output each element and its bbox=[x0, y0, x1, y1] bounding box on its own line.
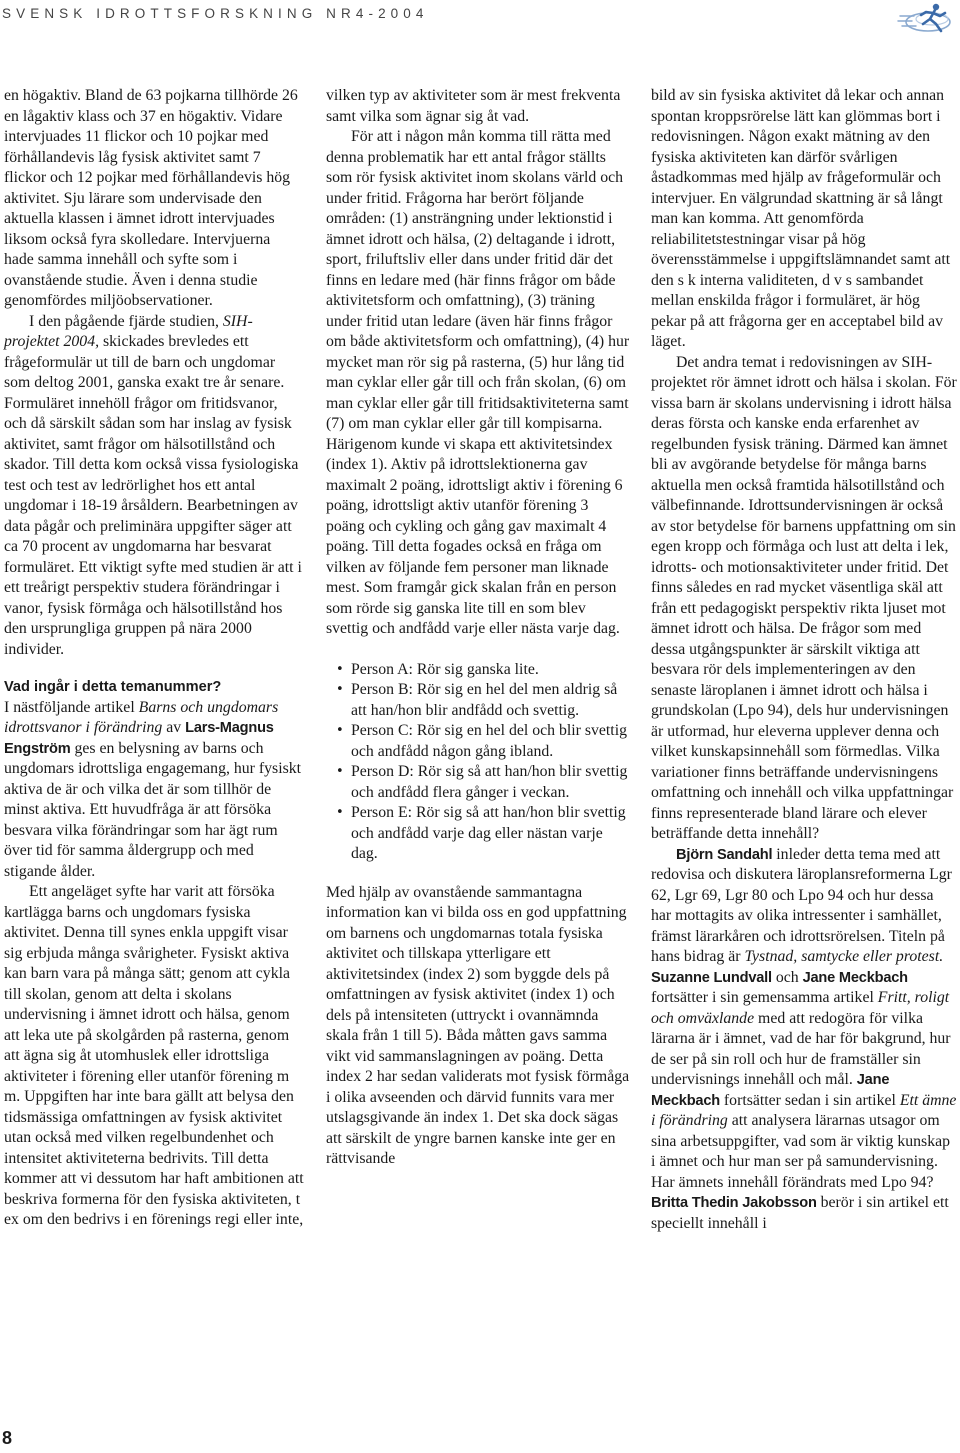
paragraph: Med hjälp av ovanstående sammantagna information kan vi bilda oss en god uppfattning om barnens och ungdomarnas totala fysiska aktivitet och tillskapa ytterligare ett aktivitetsindex (index 2) som byggde dels på omfattningen av fysisk aktivitet (index 1) och dels på intensiteten (uttryckt i ovannämnda skala från 1 till 5). Båda måtten gavs samma vikt vid sammanslagningen av poäng. Detta index 2 har sedan validerats mot fysisk förmåga i olika avseenden och därvid funnits vara mer utslagsgivande än index 1. Det ska dock sägas att särskilt de yngre barnen kanske inte ger en rättvisande bbox=[326, 883, 630, 1167]
author-name: Britta Thedin Jakobsson bbox=[651, 1195, 817, 1211]
journal-title: SVENSK IDROTTSFORSKNING NR4-2004 bbox=[2, 6, 429, 21]
running-header bbox=[0, 0, 960, 40]
column-1 bbox=[4, 86, 304, 1231]
article-title: Fritt, roligt och omväxlande bbox=[651, 989, 950, 1027]
section-heading: Vad ingår i detta temanummer? bbox=[4, 679, 222, 695]
author-name: Jane Meckbach bbox=[802, 969, 908, 986]
list-item: • Person B: Rör sig en hel del men aldrig så att han/hon blir andfådd och svettig. bbox=[326, 680, 630, 721]
paragraph: bild av sin fysiska aktivitet då lekar och annan spontan kroppsrörelse lätt kan glömmas bort i redovisningen. Någon exakt mätning av den fysiska aktiviteten kan därför svårligen åstadkommas med hjälp av frågeformulär och intervjuer. En välgrundad skattning är så långt man kan komma. Att genomförda reliabilitetstestningar visar på hög överensstämmelse i uppgiftslämnandet samt att den s k interna validiteten, d v s sambandet mellan enskilda frågor i formuläret, är hög pekar på att frågorna ger en acceptabel bild av läget. bbox=[651, 87, 951, 350]
runner-icon bbox=[896, 2, 954, 36]
paragraph: vilken typ av aktiviteter som är mest frekventa samt vilka som ägnar sig åt vad. bbox=[326, 87, 621, 125]
article-title: Ett ämne i förändring bbox=[651, 1091, 957, 1129]
paragraph: Ett angeläget syfte har varit att försöka kartlägga barns och ungdomars fysiska aktivitet. Denna till synes enkla uppgift visar sig erbjuda många svårigheter. Fysiskt aktiva kan barn vara på många sätt; genom att cykla till skolan, genom att delta i skolans undervisning i ämnet idrott och hälsa, genom att leka ute på skolgården på rasterna, genom att ägna sig åt utomhuslek eller idrottsliga aktiviteter i förening eller utanför förening m m. Uppgiften har inte bara gällt att belysa den tidsmässiga omfattningen av fysisk aktivitet utan också med vilken regelbundenhet och intensitet aktiviteterna bedrivits. Till detta kommer att vi dessutom har haft ambitionen att beskriva formerna för den fysiska aktiviteten, t ex om den bedrivs i en förenings regi eller inte, bbox=[4, 883, 304, 1228]
author-name: Suzanne Lundvall bbox=[651, 969, 772, 986]
list-item: • Person A: Rör sig ganska lite. bbox=[326, 660, 630, 681]
paragraph: Björn Sandahl inleder detta tema med att redovisa och diskutera läroplansreformerna Lgr 62, Lgr 69, Lgr 80 och Lpo 94 och hur dessa har mottagits av olika intressenter i samhället, främst lärarkåren och idrottsrörelsen. Titeln på hans bidrag är Tystnad, samtycke eller protest. Suzanne Lundvall och Jane Meckbach fortsätter i sin gemensamma artikel Fritt, roligt och omväxlande med att redogöra för vilka lärarna är i ämnet, vad de har för bakgrund, hur de ser på sin roll och hur de framställer sin undervisnings innehåll och mål. Jane Meckbach fortsätter sedan i sin artikel Ett ämne i förändring att analysera lärarnas utsagor om sina arbetsuppgifter, vad som är viktig kunskap i ämnet och hur man ser på samundervisning. Har ämnets innehåll förändrats med Lpo 94? Britta Thedin Jakobsson berör i sin artikel ett speciellt innehåll i bbox=[651, 845, 957, 1232]
article-title: Barns och ungdomars idrottsvanor i förändring bbox=[4, 698, 279, 736]
person-list bbox=[326, 660, 630, 865]
paragraph: Det andra temat i redovisningen av SIH-projektet rör ämnet idrott och hälsa i skolan. För vissa barn är skolans undervisning i idrott hälsa deras första och kanske enda erfarenhet av regelbunden fysisk träning. Därmed kan ämnet bli av avgörande betydelse för många barns aktuella men också framtida hälsotillstånd och välbefinnande. Idrottsundervisningen är också av stor betydelse för barnens uppfattning om sin egen kropp och förmåga och lust att delta i lek, idrotts- och motionsaktiviteter under fritid. Det finns således en rad mycket väsentliga skäl att från ett pedagogiskt perspektiv rikta ljuset mot ämnet idrott och hälsa. De frågor som med dessa utgångspunkter är särskilt viktiga att besvara rör dels implementeringen av den senaste läroplanen i ämnet idrott och hälsa i grundskolan (Lpo 94), dels hur undervisningen är utformad, hur eleverna upplever denna och vilket kunskapsinnehåll som förmedlas. Vilka variationer finns beträffande undervisningens omfattning och innehåll och vilka uppfattningar finns representerade bland lärare och elever beträffande detta innehåll? bbox=[651, 353, 957, 842]
article-title: Tystnad, samtycke eller protest. bbox=[744, 948, 944, 965]
page-number: 8 bbox=[2, 1428, 13, 1448]
paragraph: en högaktiv. Bland de 63 pojkarna tillhörde 26 en lågaktiv klass och 37 en högaktiv. Vidare intervjuades 11 flickor och 10 pojkar med förhållandevis låg fysisk aktivitet samt 7 flickor och 12 pojkar med förhållandevis hög aktivitet. Sju lärare som undervisade den aktuella klassen i ämnet idrott intervjuades liksom också fyra skolledare. Intervjuerna hade samma innehåll och syfte som i ovanstående studie. Även i denna studie genomfördes miljöobservationer. bbox=[4, 87, 298, 309]
list-item: • Person E: Rör sig så att han/hon blir svettig och andfådd varje dag eller nästan varje dag. bbox=[326, 803, 630, 865]
list-item: • Person C: Rör sig en hel del och blir svettig och andfådd någon gång ibland. bbox=[326, 721, 630, 762]
author-name: Lars-Magnus Engström bbox=[4, 720, 274, 757]
author-name: Björn Sandahl bbox=[676, 846, 773, 863]
column-3 bbox=[651, 86, 957, 1234]
author-name: Jane Meckbach bbox=[651, 1072, 890, 1109]
paragraph: I den pågående fjärde studien, SIH-projektet 2004, skickades brevledes ett frågeformulär ut till de barn och ungdomar som deltog 2001, ganska exakt tre år senare. Formuläret innehöll frågor om fritidsvanor, och då särskilt sådan som har inslag av fysisk aktivitet, samt frågor om hälsotillstånd och skador. Till detta kom också vissa fysiologiska test och test av ledrörlighet hos ett antal ungdomar i 18-19 årsåldern. Bearbetningen av data pågår och preliminära uppgifter säger att ca 70 procent av ungdomarna har besvarat formuläret. Ett viktigt syfte med studien är att i ett treårigt perspektiv studera förändringar i vanor, fysisk förmåga och hälsotillstånd hos den ursprungliga gruppen på nära 2000 individer. bbox=[4, 312, 302, 658]
paragraph: För att i någon mån komma till rätta med denna problematik har ett antal frågor ställts som rör fysisk aktivitet inom skolans värld och under fritid. Frågorna har berört följande områden: (1) ansträngning under lektionstid i ämnet idrott och hälsa, (2) deltagande i idrott, sport, friluftsliv eller dans under fritid där det finns en ledare med (här finns frågor om både aktivitetsform och omfattning), (3) träning under fritid utan ledare (även här finns frågor om både aktivitetsform och omfattning), (4) hur mycket man rör sig på rasterna, (5) hur lång tid man cyklar eller går till och från skolan, (6) om man cyklar eller går till fritidsaktiviteterna samt (7) om man cyklar eller går till kompisarna. Härigenom kunde vi skapa ett aktivitetsindex (index 1). Aktiv på idrottslektionerna gav maximalt 2 poäng, idrottsligt aktiv i förening 6 poäng, idrottsligt aktiv utanför förening 3 poäng och cykling och gång gav maximalt 4 poäng. Till detta fogades också en fråga om vilken av följande fem personer man liknade mest. Som framgår gick skalan från en person som rörde sig ganska lite till en som blev svettig och andfådd varje eller nästa varje dag. bbox=[326, 128, 630, 637]
list-item: • Person D: Rör sig så att han/hon blir svettig och andfådd flera gånger i veckan. bbox=[326, 762, 630, 803]
project-title: SIH-projektet 2004, bbox=[4, 312, 253, 350]
paragraph: I nästföljande artikel Barns och ungdomars idrottsvanor i förändring av Lars-Magnus Engström ges en belysning av barns och ungdomars idrottsliga engagemang, hur fysiskt aktiva de är och vilka det är som tillhör de minst aktiva. Ett huvudfråga är att försöka besvara vilka förändringar som har ägt rum över tid för samma åldergrupp och med stigande ålder. bbox=[4, 698, 302, 880]
column-2 bbox=[326, 86, 630, 1170]
